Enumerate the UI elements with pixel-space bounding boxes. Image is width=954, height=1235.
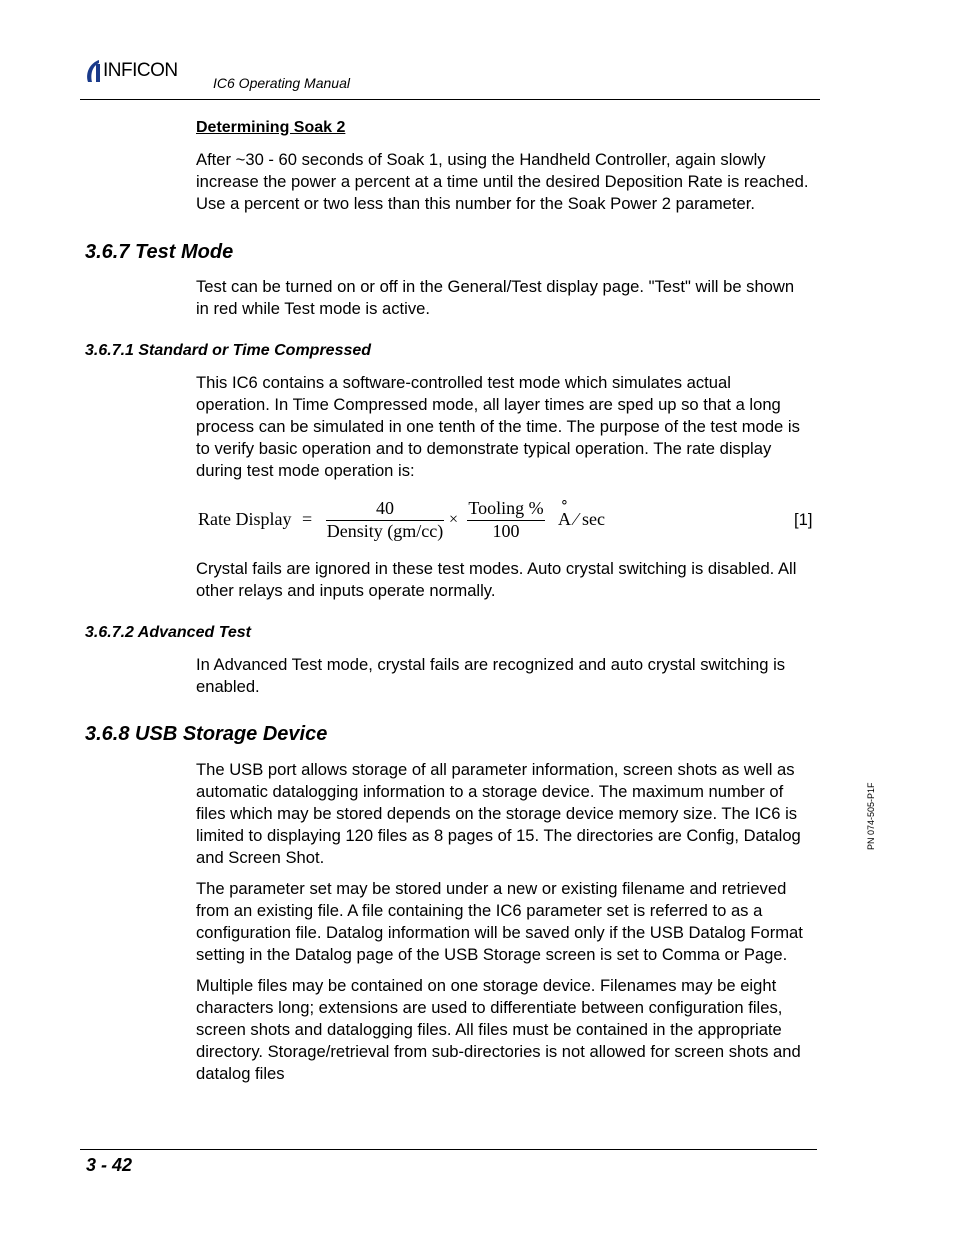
fraction1-denominator: Density (gm/cc): [326, 521, 444, 541]
usb-paragraph-3: Multiple files may be contained on one storage device. Filenames may be eight characters long; extensions are used to differentiate between configuration files, screen shots and datalogging files. All files must be contained in the appropriate directory. Storage/retrieval from sub-directories is not allowed for screen shots and datalog files: [196, 976, 801, 1083]
fraction2-numerator: Tooling %: [468, 498, 544, 518]
section-heading-advanced-test: 3.6.7.2 Advanced Test: [85, 624, 251, 641]
standard-paragraph: This IC6 contains a software-controlled test mode which simulates actual operation. In Time Compressed mode, all layer times are sped up so that a long process can be simulated in one tenth of the time. The purpose of the test mode is to verify basic operation and to demonstrate typical operation. The rate display during test mode operation is:: [196, 373, 800, 480]
fraction2-denominator: 100: [492, 521, 520, 541]
usb-paragraph-2: The parameter set may be stored under a new or existing filename and retrieved from an existing file. A file containing the IC6 parameter set is referred to as a configuration file. Datalog information will be saved only if the USB Datalog Format setting in the Datalog page of the USB Storage screen is set to Comma or Page.: [196, 879, 803, 964]
equation-number: [1]: [794, 510, 813, 529]
manual-title: IC6 Operating Manual: [213, 75, 350, 91]
crystal-fails-paragraph: Crystal fails are ignored in these test modes. Auto crystal switching is disabled. All other relays and inputs operate normally.: [196, 559, 797, 600]
section-heading-usb-storage: 3.6.8 USB Storage Device: [85, 723, 328, 745]
equation-times: ×: [449, 511, 459, 528]
equation-equals: =: [302, 509, 313, 529]
page-number: 3 - 42: [86, 1155, 133, 1175]
soak2-heading: Determining Soak 2: [196, 119, 346, 136]
section-heading-standard: 3.6.7.1 Standard or Time Compressed: [85, 342, 372, 359]
footer-rule: [80, 1149, 817, 1150]
header-rule: [80, 99, 820, 100]
angstrom-ring: ∘: [560, 495, 569, 510]
test-mode-paragraph: Test can be turned on or off in the General/Test display page. "Test" will be shown in red while Test mode is active.: [196, 277, 795, 318]
advanced-test-paragraph: In Advanced Test mode, crystal fails are recognized and auto crystal switching is enabled.: [196, 655, 786, 696]
equation-lhs: Rate Display: [198, 509, 292, 529]
equation-unit: A ⁄ sec: [558, 509, 605, 529]
logo-wordmark: INFICON: [103, 60, 178, 81]
usb-paragraph-1: The USB port allows storage of all parameter information, screen shots as well as automatic datalogging information to a storage device. The maximum number of files which may be stored depends on the storage device memory size. The IC6 is limited to displaying 120 files as 8 pages of 15. The directories are Config, Datalog and Screen Shot.: [196, 760, 801, 867]
soak2-paragraph: After ~30 - 60 seconds of Soak 1, using the Handheld Controller, again slowly increase the power a percent at a time until the desired Deposition Rate is reached. Use a percent or two less than this number for the Soak Power 2 parameter.: [196, 150, 809, 213]
part-number-note: PN 074-505-P1F: [866, 782, 876, 850]
section-heading-test-mode: 3.6.7 Test Mode: [85, 241, 234, 263]
fraction1-numerator: 40: [376, 498, 394, 518]
